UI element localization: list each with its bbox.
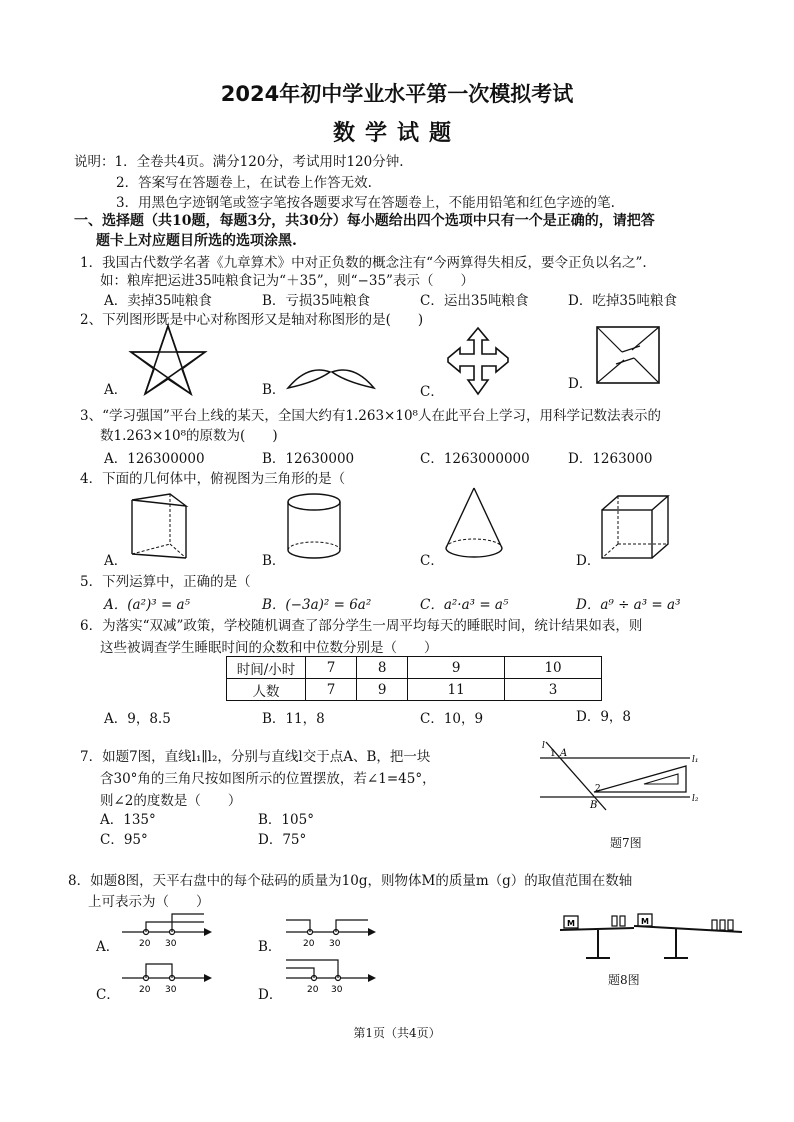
exam-title: 2024年初中学业水平第一次模拟考试 [220, 82, 574, 106]
weight-icon [712, 920, 717, 930]
q7-option-d: D．75° [258, 832, 307, 848]
angle-2-label: 2 [595, 784, 601, 794]
tick-label-30: 30 [331, 985, 343, 995]
tick-label-20: 20 [307, 985, 319, 995]
table-cell: 3 [505, 679, 602, 701]
q7-option-b: B．105° [258, 812, 314, 828]
q2-option-b: B． [262, 382, 286, 398]
point-a-label: A [560, 748, 568, 759]
q6-line2: 这些被调查学生睡眠时间的众数和中位数分别是（ ） [100, 640, 438, 656]
square-pinwheel-figure [596, 326, 660, 384]
number-line-d [286, 954, 378, 994]
q2-option-c: C． [420, 384, 444, 400]
table-cell: 8 [357, 657, 408, 679]
sleep-table [226, 656, 602, 701]
angle-1-label: 1 [550, 749, 556, 759]
instruction-2: 2．答案写在答题卷上，在试卷上作答无效. [116, 175, 372, 191]
q7-figure-caption: 题7图 [610, 836, 642, 850]
cone-figure [442, 486, 506, 564]
q4-option-c: C． [420, 553, 444, 569]
number-line-c [122, 956, 214, 994]
q6-line1: 6．为落实“双减”政策，学校随机调查了部分学生一周平均每天的睡眠时间，统计结果如表，则 [80, 618, 643, 634]
q1-option-d: D．吃掉35吨粮食 [568, 293, 678, 309]
cylinder-figure [284, 492, 344, 562]
table-cell: 时间/小时 [227, 657, 306, 679]
star-figure [128, 324, 208, 394]
line-l2-label: l₂ [692, 794, 699, 804]
q6-option-a: A．9，8.5 [104, 711, 171, 727]
q1-line1: 1．我国古代数学名著《九章算术》中对正负数的概念注有“今两算得失相反，要令正负以名之”. [80, 255, 647, 271]
cube-figure [600, 494, 670, 562]
q8-option-d: D． [258, 987, 283, 1003]
line-l1-label: l₁ [692, 755, 699, 765]
tick-label-20: 20 [303, 939, 315, 949]
q4-option-d: D． [576, 553, 601, 569]
page-footer: 第1页（共4页） [353, 1026, 441, 1040]
tick-label-20: 20 [139, 985, 151, 995]
object-m-label: M [641, 917, 649, 926]
q6-option-c: C．10，9 [420, 711, 484, 727]
table-cell: 9 [357, 679, 408, 701]
table-cell: 10 [505, 657, 602, 679]
table-cell: 9 [408, 657, 505, 679]
q8-figure-caption: 题8图 [608, 973, 640, 987]
table-cell: 7 [306, 679, 357, 701]
q1-line2: 如：粮库把运进35吨粮食记为“＋35”，则“−35”表示（ ） [100, 273, 474, 289]
line-l-label: l [542, 741, 545, 751]
four-arrows-figure [442, 326, 514, 398]
q1-option-a: A．卖掉35吨粮食 [104, 293, 212, 309]
weight-icon [728, 920, 733, 930]
q2-stem: 2、下列图形既是中心对称图形又是轴对称图形的是( ) [80, 312, 424, 328]
table-cell: 人数 [227, 679, 306, 701]
q1-option-b: B．亏损35吨粮食 [262, 293, 371, 309]
table-cell: 7 [306, 657, 357, 679]
q7-line1: 7．如题7图，直线l₁∥l₂，分别与直线l交于点A、B，把一块 [80, 749, 431, 765]
triangular-prism-figure [124, 492, 196, 562]
q5-option-c: C．a²·a³ = a⁵ [420, 597, 509, 613]
q4-option-a: A． [104, 553, 128, 569]
q2-option-a: A． [104, 382, 128, 398]
q1-option-c: C．运出35吨粮食 [420, 293, 529, 309]
point-b-label: B [590, 800, 598, 811]
q4-stem: 4．下面的几何体中，俯视图为三角形的是（ [80, 471, 346, 487]
q6-option-b: B．11，8 [262, 711, 325, 727]
tick-label-20: 20 [139, 939, 151, 949]
q3-option-b: B．12630000 [262, 451, 355, 467]
balance-scales-figure [556, 902, 746, 966]
instruction-1: 说明：1．全卷共4页。满分120分，考试用时120分钟. [74, 154, 404, 170]
number-line-a [122, 910, 214, 948]
q5-option-b: B．(−3a)² = 6a² [262, 597, 372, 613]
table-row [227, 679, 602, 701]
q6-option-d: D．9，8 [576, 709, 632, 725]
q3-option-c: C．1263000000 [420, 451, 530, 467]
q7-line3: 则∠2的度数是（ ） [100, 793, 242, 809]
section-heading-2: 题卡上对应题目所选的选项涂黑. [96, 233, 297, 249]
q4-option-b: B． [262, 553, 286, 569]
weight-icon [620, 916, 625, 926]
weight-icon [720, 920, 725, 930]
tick-label-30: 30 [329, 939, 341, 949]
q5-stem: 5．下列运算中，正确的是（ [80, 574, 251, 590]
q5-option-d: D．a⁹ ÷ a³ = a³ [576, 597, 681, 613]
table-row [227, 657, 602, 679]
q5-option-a: A．(a²)³ = a⁵ [104, 597, 191, 613]
table-cell: 11 [408, 679, 505, 701]
q8-option-c: C． [96, 987, 120, 1003]
object-m-label: M [567, 919, 575, 928]
q8-line2: 上可表示为（ ） [88, 894, 210, 910]
q3-line2: 数1.263×10⁸的原数为( ) [100, 428, 278, 444]
section-heading: 一、选择题（共10题，每题3分，共30分）每小题给出四个选项中只有一个是正确的，请把答 [74, 213, 655, 229]
q7-figure [540, 740, 710, 812]
exam-subtitle: 数学试题 [332, 121, 461, 146]
q2-option-d: D． [568, 376, 593, 392]
q7-line2: 含30°角的三角尺按如图所示的位置摆放，若∠1=45°， [100, 771, 436, 787]
arcs-figure [286, 360, 376, 390]
number-line-b [286, 910, 378, 948]
q3-option-d: D．1263000 [568, 451, 653, 467]
instruction-3: 3．用黑色字迹钢笔或签字笔按各题要求写在答题卷上，不能用铅笔和红色字迹的笔. [116, 195, 615, 211]
q3-line1: 3、“学习强国”平台上线的某天，全国大约有1.263×10⁸人在此平台上学习，用科学记数法表示的 [80, 408, 661, 424]
q3-option-a: A．126300000 [104, 451, 205, 467]
tick-label-30: 30 [165, 985, 177, 995]
q8-option-a: A． [96, 939, 120, 955]
q7-option-c: C．95° [100, 832, 148, 848]
weight-icon [612, 916, 617, 926]
q7-option-a: A．135° [100, 812, 156, 828]
q8-line1: 8．如题8图，天平右盘中的每个砝码的质量为10g，则物体M的质量m（g）的取值范围在数轴 [68, 873, 633, 889]
q8-option-b: B． [258, 939, 282, 955]
tick-label-30: 30 [165, 939, 177, 949]
